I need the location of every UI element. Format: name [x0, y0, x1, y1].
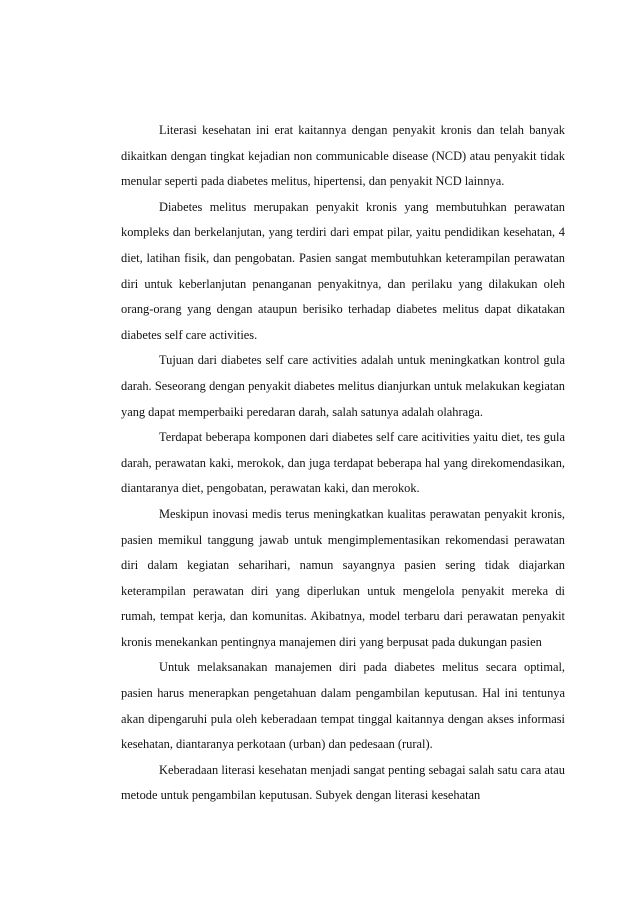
- paragraph-self-care-goal: Tujuan dari diabetes self care activities adalah untuk meningkatkan kontrol gula darah. Seseorang dengan penyakit diabetes melitus dianjurkan untuk melakukan kegiatan yang dapat memperbaiki peredaran darah, salah satunya adalah olahraga.: [121, 353, 565, 419]
- paragraph-diabetes-chronic-care: Diabetes melitus merupakan penyakit kronis yang membutuhkan perawatan kompleks dan berkelanjutan, yang terdiri dari empat pilar, yaitu pendidikan kesehatan, 4 diet, latihan fisik, dan pengobatan. Pasien sangat membutuhkan keterampilan perawatan diri untuk keberlanjutan penanganan penyakitnya, dan perilaku yang dilakukan oleh orang-orang yang dengan ataupun berisiko terhadap diabetes melitus dapat dikatakan diabetes self care activities.: [121, 199, 565, 342]
- paragraph-self-care-components: Terdapat beberapa komponen dari diabetes self care acitivities yaitu diet, tes gula darah, perawatan kaki, merokok, dan juga terdapat beberapa hal yang direkomendasikan, diantaranya diet, pengobatan, perawatan kaki, dan merokok.: [121, 430, 565, 496]
- paragraph-decision-making: Untuk melaksanakan manajemen diri pada diabetes melitus secara optimal, pasien harus menerapkan pengetahuan dalam pengambilan keputusan. Hal ini tentunya akan dipengaruhi pula oleh keberadaan tempat tinggal kaitannya dengan akses informasi kesehatan, diantaranya perkotaan (urban) dan pedesaan (rural).: [121, 660, 565, 752]
- paragraph-self-management-model: Meskipun inovasi medis terus meningkatkan kualitas perawatan penyakit kronis, pasien memikul tanggung jawab untuk mengimplementasikan rekomendasi perawatan diri dalam kegiatan seharihari, namun sayangnya pasien sering tidak diajarkan keterampilan perawatan diri yang diperlukan untuk mengelola penyakit mereka di rumah, tempat kerja, dan komunitas. Akibatnya, model terbaru dari perawatan penyakit kronis menekankan pentingnya manajemen diri yang berpusat pada dukungan pasien: [121, 506, 565, 649]
- paragraph-health-literacy-ncd: Literasi kesehatan ini erat kaitannya dengan penyakit kronis dan telah banyak dikaitkan dengan tingkat kejadian non communicable disease (NCD) atau penyakit tidak menular seperti pada diabetes melitus, hipertensi, dan penyakit NCD lainnya.: [121, 123, 565, 189]
- paragraph-health-literacy-importance: Keberadaan literasi kesehatan menjadi sangat penting sebagai salah satu cara atau metode untuk pengambilan keputusan. Subyek dengan literasi kesehatan: [121, 762, 565, 803]
- body-text: [121, 118, 565, 809]
